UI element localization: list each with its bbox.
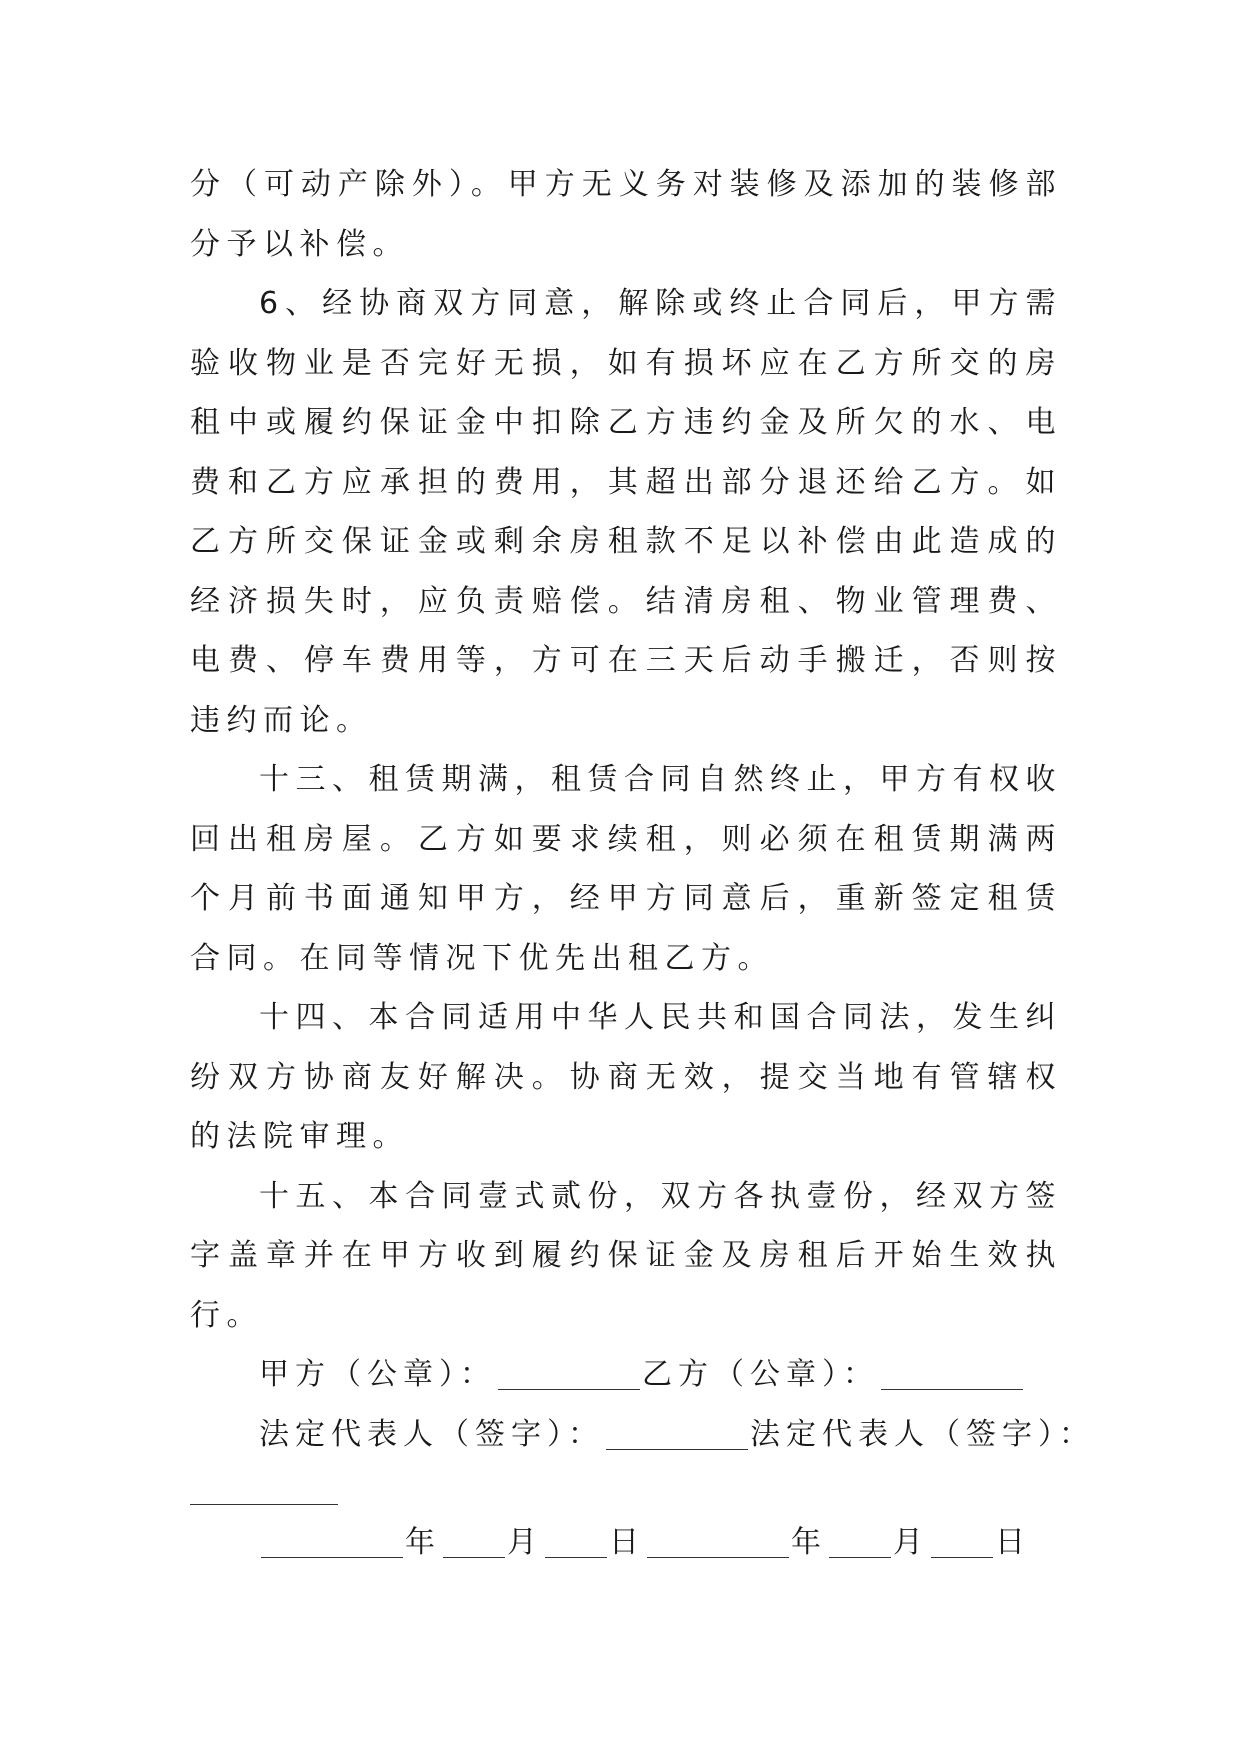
representative-line [190, 1405, 1095, 1465]
seal-line [190, 1345, 1062, 1405]
paragraph-clause-15: 十五、本合同壹式贰份，双方各执壹份，经双方签字盖章并在甲方收到履约保证金及房租后开始生效执行。 [190, 1178, 1062, 1333]
party-a-seal-blank[interactable] [498, 1359, 640, 1390]
date-b-day-label: 日 [995, 1525, 1031, 1560]
paragraph-clause-14: 十四、本合同适用中华人民共和国合同法，发生纠纷双方协商友好解决。协商无效，提交当地有管辖权的法院审理。 [190, 1000, 1062, 1154]
date-b-month-blank[interactable] [829, 1527, 891, 1558]
date-a-year-blank[interactable] [261, 1527, 403, 1558]
date-b-year-blank[interactable] [647, 1527, 789, 1558]
paragraph-clause-6: 6、经协商双方同意，解除或终止合同后，甲方需验收物业是否完好无损，如有损坏应在乙方所交的房租中或履约保证金中扣除乙方违约金及所欠的水、电费和乙方应承担的费用，其超出部分退还给乙方。如乙方所交保证金或剩余房租款不足以补偿由此造成的经济损失时，应负责赔偿。结清房租、物业管理费、电费、停车费用等，方可在三天后动手搬迁，否则按违约而论。 [190, 286, 1062, 738]
date-line [190, 1513, 1062, 1573]
rep-b-label: 法定代表人（签字）： [750, 1416, 1095, 1452]
contract-body [190, 155, 1095, 1573]
date-a-day-label: 日 [609, 1525, 645, 1560]
date-a-month-label: 月 [507, 1525, 543, 1560]
date-a-day-blank[interactable] [545, 1527, 607, 1558]
date-b-day-blank[interactable] [931, 1527, 993, 1558]
date-a-month-blank[interactable] [443, 1527, 505, 1558]
date-b-year-label: 年 [791, 1525, 827, 1560]
date-b-month-label: 月 [893, 1525, 929, 1560]
rep-a-blank[interactable] [606, 1419, 748, 1450]
paragraph-continuation: 分（可动产除外）。甲方无义务对装修及添加的装修部分予以补偿。 [190, 167, 1062, 262]
party-b-seal-label: 乙方（公章）： [642, 1357, 879, 1392]
rep-b-blank[interactable] [190, 1464, 338, 1505]
party-a-seal-label: 甲方（公章）： [259, 1357, 496, 1392]
paragraph-clause-13: 十三、租赁期满，租赁合同自然终止，甲方有权收回出租房屋。乙方如要求续租，则必须在租赁期满两个月前书面通知甲方，经甲方同意后，重新签定租赁合同。在同等情况下优先出租乙方。 [190, 762, 1062, 976]
party-b-seal-blank[interactable] [881, 1359, 1023, 1390]
rep-a-label: 法定代表人（签字）： [259, 1416, 604, 1452]
date-a-year-label: 年 [405, 1525, 441, 1560]
